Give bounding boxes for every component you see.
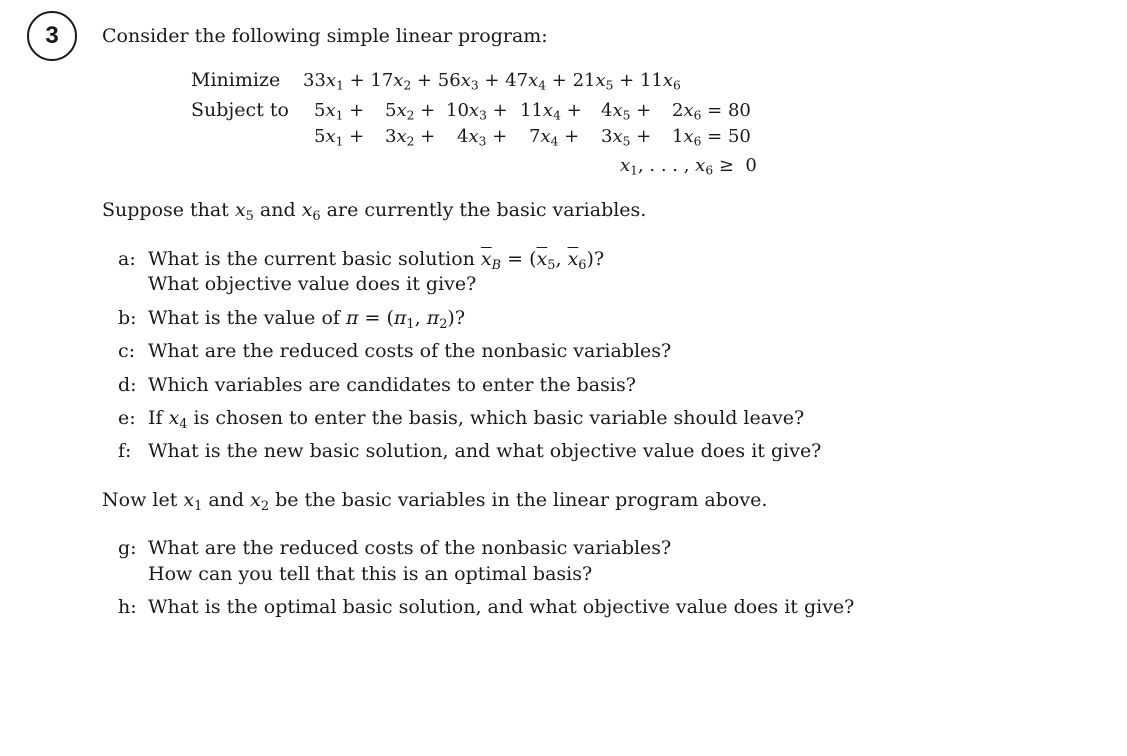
nonnegativity-constraint: $x_1$, . . . , $x_6 \ge 0$ xyxy=(620,155,757,178)
now-let-sentence: Now let $x_1$ and $x_2$ be the basic variables in the linear program above. xyxy=(102,489,768,514)
subject-to-label: Subject to xyxy=(191,99,289,121)
minimize-label: Minimize xyxy=(191,69,281,91)
problem-intro: Consider the following simple linear program: xyxy=(102,25,548,47)
objective-function: $33x_1 + 17x_2 + 56x_3 + 47x_4 + 21x_5 + 11x_6$ xyxy=(303,70,681,93)
problem-number-badge xyxy=(27,11,77,61)
problem-number: 3 xyxy=(45,22,59,49)
suppose-sentence: Suppose that $x_5$ and $x_6$ are currently the basic variables. xyxy=(102,199,647,224)
